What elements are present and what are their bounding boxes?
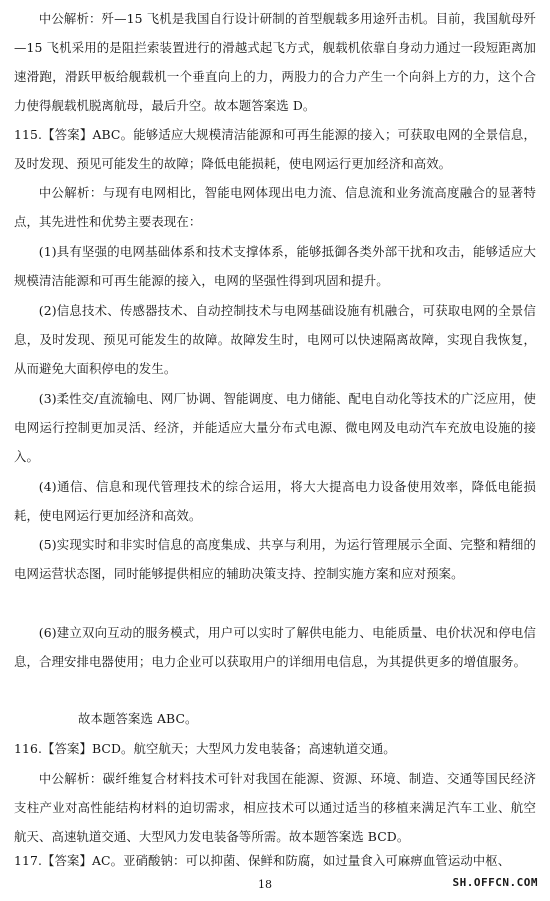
answer-115: 115.【答案】ABC。能够适应大规模清洁能源和可再生能源的接入；可获取电网的全景信息，及时发现、预见可能发生的故障；降低电能损耗，使电网运行更加经济和高效。 [14,127,536,171]
answer-116: 116.【答案】BCD。航空航天；大型风力发电装备；高速轨道交通。 [14,741,396,756]
explanation-116: 中公解析：碳纤维复合材料技术可针对我国在能源、资源、环境、制造、交通等国民经济支柱产业对高性能结构材料的迫切需求，相应技术可以通过适当的移植来满足汽车工业、航空航天、高速轨道交通、大型风力发电装备等所需。故本题答案选 BCD。 [14,771,536,844]
explanation-114: 中公解析：歼—15 飞机是我国自行设计研制的首型舰载多用途歼击机。目前，我国航母歼—15 飞机采用的是阻拦索装置进行的滑越式起飞方式，舰载机依靠自身动力通过一段短距离加速滑跑，滑跃甲板给舰载机一个垂直向上的力，两股力的合力产生一个向斜上方的力，这个合力使得舰载机脱离航母，最后升空。故本题答案选 D。 [14,11,536,113]
point-1: (1)具有坚强的电网基础体系和技术支撑体系，能够抵御各类外部干扰和攻击，能够适应大规模清洁能源和可再生能源的接入，电网的坚强性得到巩固和提升。 [14,244,536,288]
answer-117: 117.【答案】AC。亚硝酸钠：可以抑菌、保鲜和防腐，如过量食入可麻痹血管运动中枢、 [14,853,511,868]
point-4: (4)通信、信息和现代管理技术的综合运用，将大大提高电力设备使用效率，降低电能损耗，使电网运行更加经济和高效。 [14,479,536,523]
point-5: (5)实现实时和非实时信息的高度集成、共享与利用，为运行管理展示全面、完整和精细的电网运营状态图，同时能够提供相应的辅助决策支持、控制实施方案和应对预案。 [14,537,536,581]
point-2: (2)信息技术、传感器技术、自动控制技术与电网基础设施有机融合，可获取电网的全景信息，及时发现、预见可能发生的故障。故障发生时，电网可以快速隔离故障，实现自我恢复，从而避免大面积停电的发生。 [14,303,536,376]
site-watermark: SH.OFFCN.COM [452,876,538,889]
explanation-115: 中公解析：与现有电网相比，智能电网体现出电力流、信息流和业务流高度融合的显著特点，其先进性和优势主要表现在： [14,185,536,229]
point-3: (3)柔性交/直流输电、网厂协调、智能调度、电力储能、配电自动化等技术的广泛应用，使电网运行控制更加灵活、经济，并能适应大量分布式电源、微电网及电动汽车充放电设施的接入。 [14,391,536,464]
conclusion-115: 故本题答案选 ABC。 [78,711,198,726]
point-6: (6)建立双向互动的服务模式，用户可以实时了解供电能力、电能质量、电价状况和停电信息，合理安排电器使用；电力企业可以获取用户的详细用电信息，为其提供更多的增值服务。 [14,625,536,669]
page-number: 18 [258,878,272,891]
